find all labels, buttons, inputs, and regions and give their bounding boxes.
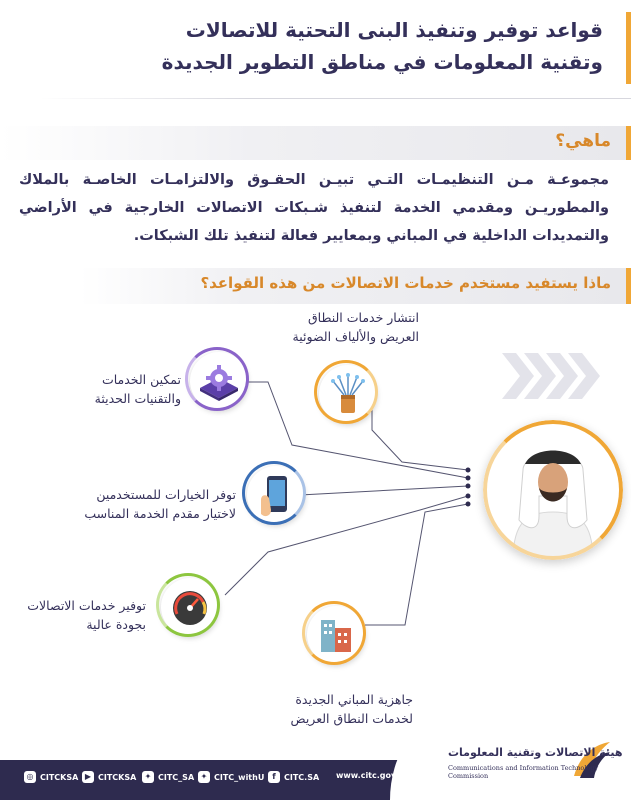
- citc-logo-english: Communications and Information Technology Commission: [448, 764, 599, 780]
- citc-logo-arabic: هيئة الاتصالات وتقنية المعلومات: [448, 746, 623, 759]
- phone-circle: [247, 466, 305, 524]
- social-twitter-2[interactable]: [198, 771, 264, 783]
- chip-circle: [190, 352, 248, 410]
- benefit-buildings-line-2: لخدمات النطاق العريض: [290, 711, 413, 726]
- benefit-speed-label: [27, 596, 146, 634]
- buildings-circle: [307, 606, 365, 664]
- benefit-phone-label: [84, 485, 236, 523]
- social-twitter-2-label: CITC_withU: [214, 772, 265, 782]
- youtube-icon: ▶: [82, 771, 94, 783]
- benefit-speed-line-2: بجودة عالية: [86, 617, 146, 632]
- social-facebook-label: CITC.SA: [284, 772, 320, 782]
- what-is-body: مجموعـة مـن التنظيمـات التـي تبيـن الحقـوق والالتزامـات الخاصـة بالملاك والمطوريـن ومقدمي الخدمة لتنفيذ شـبكات الاتصالات الخارجية في الأراضي والتمديدات الداخلية في المباني وبمعايير فعالة لتنفيذ تلك الشبكات.: [19, 172, 609, 244]
- benefit-phone-line-2: لاختيار مقدم الخدمة المناسب: [84, 506, 236, 521]
- benefit-chip-line-1: تمكين الخدمات: [101, 372, 181, 387]
- benefit-chip-line-2: والتقنيات الحديثة: [94, 391, 181, 406]
- social-youtube-label: CITCKSA: [98, 772, 137, 782]
- benefit-fiber-label: [293, 308, 419, 346]
- facebook-icon: f: [268, 771, 280, 783]
- social-twitter-1[interactable]: [142, 771, 194, 783]
- social-youtube[interactable]: [82, 771, 136, 783]
- phone-ring: [242, 461, 306, 525]
- twitter-icon: ✦: [198, 771, 210, 783]
- fiber-ring: [314, 360, 378, 424]
- twitter-icon: ✦: [142, 771, 154, 783]
- title-line-2: وتقنية المعلومات في مناطق التطوير الجديدة: [161, 50, 603, 74]
- social-twitter-1-label: CITC_SA: [158, 772, 195, 782]
- benefit-speed-line-1: توفير خدمات الاتصالات: [27, 598, 146, 613]
- benefit-chip-label: [95, 370, 181, 408]
- fiber-circle: [319, 365, 377, 423]
- social-instagram[interactable]: [24, 771, 78, 783]
- benefit-phone-line-1: توفر الخيارات للمستخدمين: [96, 487, 236, 502]
- buildings-ring: [302, 601, 366, 665]
- speedometer-circle: [161, 578, 219, 636]
- benefit-fiber-line-1: انتشار خدمات النطاق: [307, 310, 419, 325]
- citizen-avatar: [483, 420, 623, 560]
- chip-ring: [185, 347, 249, 411]
- chevron-arrows-icon: [502, 353, 602, 399]
- benefit-fiber-line-2: العريض والألياف الضوئية: [292, 329, 419, 344]
- what-is-title: ماهي؟: [555, 131, 611, 151]
- website-link[interactable]: [336, 771, 409, 780]
- title-line-1: قواعد توفير وتنفيذ البنى التحتية للاتصالات: [185, 18, 603, 42]
- speedometer-ring: [156, 573, 220, 637]
- benefit-buildings-line-1: جاهزية المباني الجديدة: [295, 692, 413, 707]
- avatar-ring: [483, 420, 623, 560]
- website-label: www.citc.gov.sa: [336, 771, 409, 780]
- instagram-icon: ◎: [24, 771, 36, 783]
- social-facebook[interactable]: [268, 771, 319, 783]
- benefits-title: ماذا يستفيد مستخدم خدمات الاتصالات من هذه القواعد؟: [200, 274, 611, 292]
- social-instagram-label: CITCKSA: [40, 772, 79, 782]
- benefit-buildings-label: [291, 690, 413, 728]
